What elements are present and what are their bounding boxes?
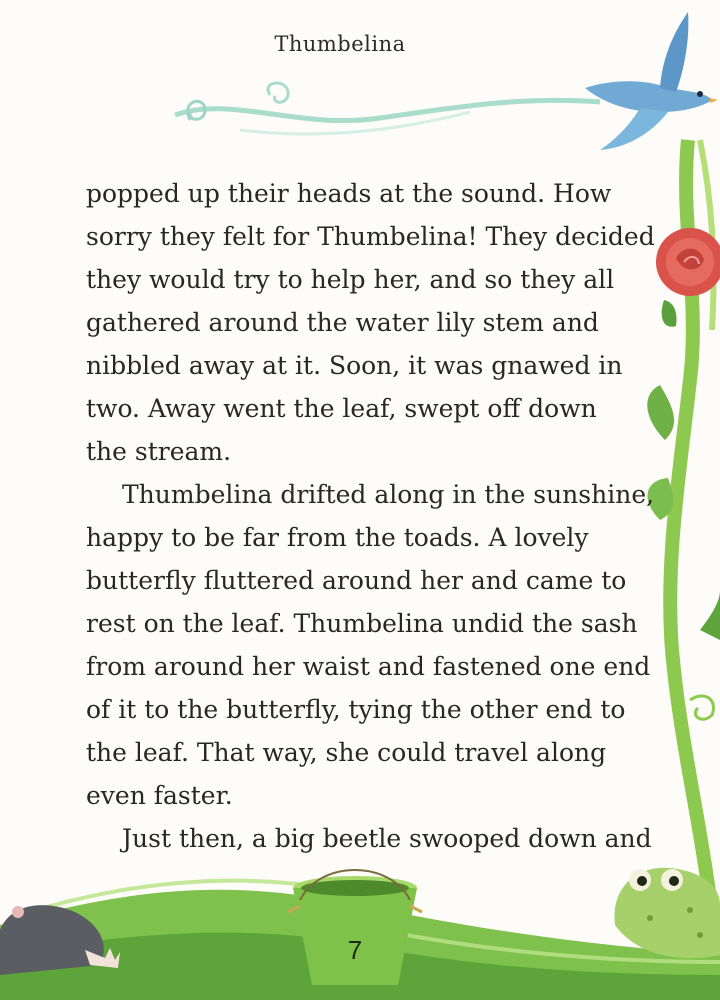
story-line: they would try to help her, and so they all xyxy=(86,265,615,294)
story-text xyxy=(86,172,655,860)
story-line: of it to the butterfly, tying the other end to xyxy=(86,695,626,724)
story-line: from around her waist and fastened one end xyxy=(86,652,651,681)
story-paragraph-start: Just then, a big beetle swooped down and xyxy=(122,824,652,853)
story-line: rest on the leaf. Thumbelina undid the sash xyxy=(86,609,638,638)
story-line: sorry they felt for Thumbelina! They decided xyxy=(86,222,655,251)
rose-vine-icon xyxy=(647,140,720,900)
page-number: 7 xyxy=(347,935,363,965)
story-line: nibbled away at it. Soon, it was gnawed in xyxy=(86,351,623,380)
toad-icon xyxy=(614,868,720,959)
story-line: happy to be far from the toads. A lovely xyxy=(86,523,589,552)
story-paragraph-start: Thumbelina drifted along in the sunshine, xyxy=(122,480,655,509)
story-line: gathered around the water lily stem and xyxy=(86,308,599,337)
story-line: even faster. xyxy=(86,781,233,810)
running-title: Thumbelina xyxy=(274,32,406,56)
story-line: the stream. xyxy=(86,437,232,466)
top-vine-icon xyxy=(175,83,600,134)
story-line: two. Away went the leaf, swept off down xyxy=(86,394,597,423)
story-line: butterfly fluttered around her and came to xyxy=(86,566,627,595)
story-line: popped up their heads at the sound. How xyxy=(86,179,612,208)
story-line: the leaf. That way, she could travel along xyxy=(86,738,607,767)
bird-icon xyxy=(585,12,718,150)
